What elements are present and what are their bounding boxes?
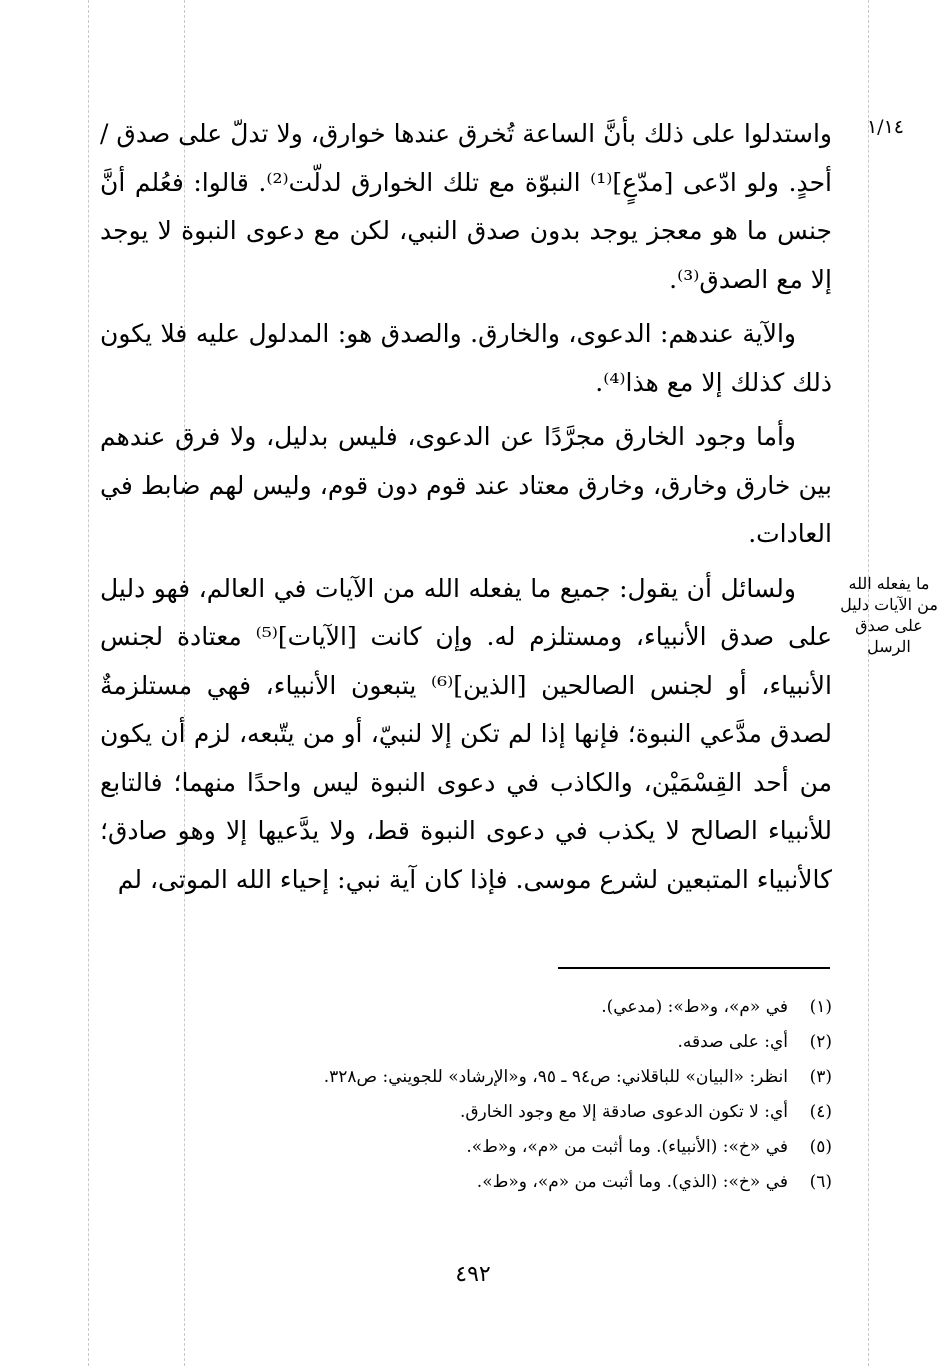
page-number: ٤٩٢ — [455, 1262, 491, 1287]
footnote-text: أي: لا تكون الدعوى صادقة إلا مع وجود الخارق. — [459, 1102, 788, 1122]
footnote-text: في «خ»: (الذي). وما أثبت من «م»، و«ط». — [476, 1172, 788, 1192]
footnote-text: في «م»، و«ط»: (مدعي). — [601, 997, 788, 1017]
footnote — [180, 990, 832, 1025]
paragraph: واستدلوا على ذلك بأنَّ الساعة تُخرق عندها خوارق، ولا تدلّ على صدق / أحدٍ. ولو ادّعى [مدّعٍ]⁽¹⁾ النبوّة مع تلك الخوارق لدلّت⁽²⁾. قالوا: فعُلم أنَّ جنس ما هو معجز يوجد بدون صدق النبي، لكن مع دعوى النبوة لا يوجد إلا مع الصدق⁽³⁾. — [100, 119, 832, 294]
scan-guide-line — [868, 0, 869, 1366]
side-note: ما يفعله الله من الآيات دليل على صدق الرسل — [840, 574, 938, 656]
margin-reference: ١/١٤ — [866, 116, 904, 138]
paragraph: والآية عندهم: الدعوى، والخارق. والصدق هو: المدلول عليه فلا يكون ذلك كذلك إلا مع هذا⁽⁴⁾. — [100, 319, 832, 397]
paragraph: ولسائل أن يقول: جميع ما يفعله الله من الآيات في العالم، فهو دليل على صدق الأنبياء، ومستلزم له. وإن كانت [الآيات]⁽⁵⁾ معتادة لجنس الأنبياء، أو لجنس الصالحين [الذين]⁽⁶⁾ يتبعون الأنبياء، فهي مستلزمةٌ لصدق مدَّعي النبوة؛ فإنها إذا لم تكن إلا لنبيّ، أو من يتّبعه، لزم أن يكون من أحد القِسْمَيْن، والكاذب في دعوى النبوة ليس واحدًا منهما؛ فالتابع للأنبياء الصالح لا يكذب في دعوى النبوة قط، ولا يدَّعيها إلا وهو صادق؛ كالأنبياء المتبعين لشرع موسى. فإذا كان آية نبي: إحياء الله الموتى، لم — [100, 573, 832, 894]
footnote-number: (٤) — [809, 1102, 832, 1122]
footnote-number: (٣) — [809, 1067, 832, 1087]
footnote-number: (١) — [809, 997, 832, 1017]
footnote — [180, 1025, 832, 1060]
footnotes-list — [180, 990, 832, 1200]
footnote — [180, 1095, 832, 1130]
footnote — [180, 1130, 832, 1165]
footnote-text: انظر: «البيان» للباقلاني: ص٩٤ ـ ٩٥، و«الإرشاد» للجويني: ص٣٢٨. — [323, 1067, 788, 1087]
footnote-number: (٦) — [809, 1172, 832, 1192]
paragraph: وأما وجود الخارق مجرَّدًا عن الدعوى، فليس بدليل، ولا فرق عندهم بين خارق وخارق، وخارق معتاد عند قوم دون قوم، وليس لهم ضابط في العادات. — [100, 422, 832, 548]
footnote-text: أي: على صدقه. — [677, 1032, 788, 1052]
footnote — [180, 1060, 832, 1095]
main-text — [100, 110, 832, 910]
footnote-number: (٥) — [809, 1137, 832, 1157]
footnote-number: (٢) — [809, 1032, 832, 1052]
footnote-separator — [558, 967, 830, 969]
footnote-text: في «خ»: (الأنبياء). وما أثبت من «م»، و«ط». — [466, 1137, 788, 1157]
scan-guide-line — [88, 0, 89, 1366]
footnote — [180, 1165, 832, 1200]
